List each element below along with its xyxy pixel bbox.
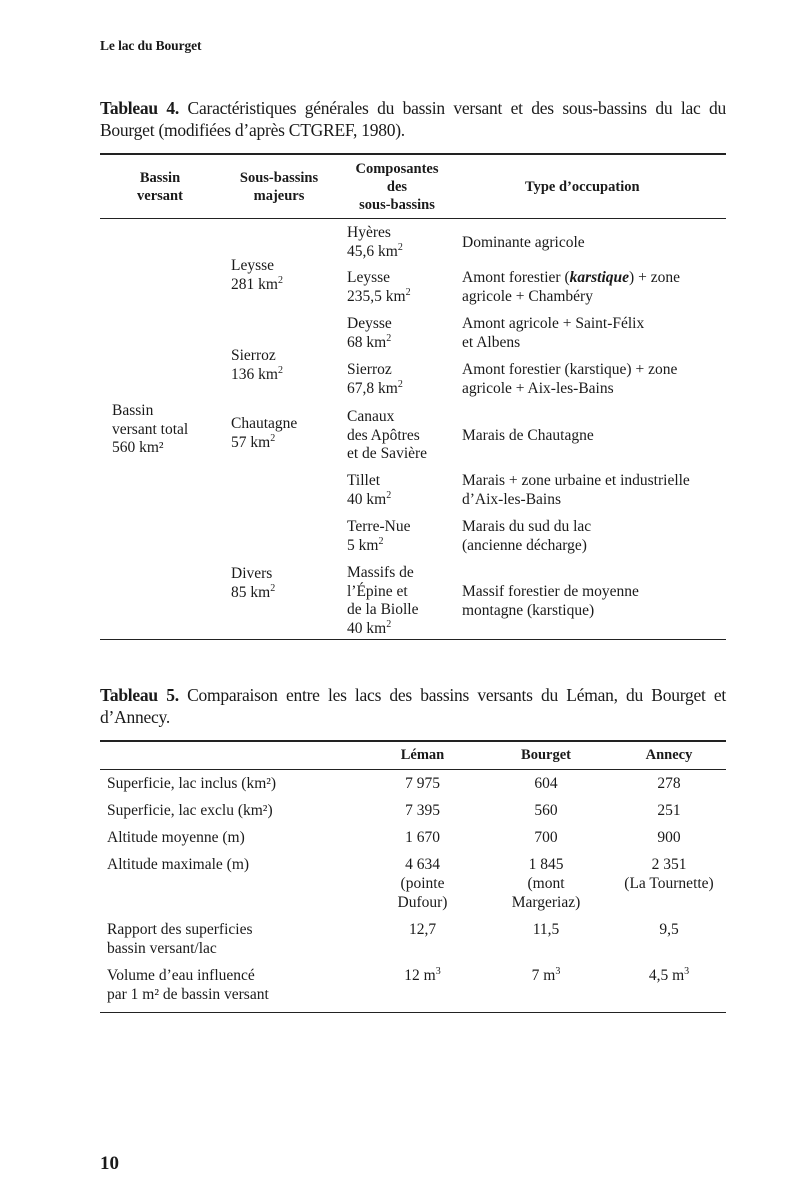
table4-caption-label: Tableau 4.	[100, 98, 180, 118]
bassin-total-cell: Bassin versant total 560 km²	[112, 402, 189, 456]
table-row	[100, 855, 726, 912]
cell-bourget: 7 $m^3$	[531, 965, 561, 984]
row-label: Volume d’eau influencé par 1 m² de bassin versant	[107, 967, 269, 1003]
table4-caption-text: Caractéristiques générales du bassin versant et des sous-bassins du lac du Bourget (modifiées d’après CTGREF, 1980).	[100, 98, 726, 140]
composante-sierroz: Sierroz 67,8 $km^2$	[347, 361, 403, 397]
cell-bourget: 604	[534, 775, 558, 792]
occupation-tillet: Marais + zone urbaine et industrielle d’Aix-les-Bains	[462, 472, 690, 508]
sous-bassin-divers: Divers 85 $km^2$	[231, 565, 276, 601]
occupation-sierroz: Amont forestier (karstique) + zone agricole + Aix-les-Bains	[462, 361, 678, 397]
header-composantes: Composantes des sous-bassins	[355, 160, 439, 213]
cell-annecy: 251	[657, 802, 681, 819]
cell-leman: 1 670	[405, 829, 440, 846]
table5-body	[100, 770, 726, 1012]
composante-tillet: Tillet 40 $km^2$	[347, 472, 392, 508]
row-label: Altitude maximale (m)	[107, 856, 250, 873]
table-row	[100, 801, 726, 820]
row-label: Altitude moyenne (m)	[107, 829, 245, 846]
cell-leman: 7 975	[405, 775, 440, 792]
cell-annecy: 900	[657, 829, 681, 846]
table5-header-row	[100, 742, 726, 770]
cell-leman: 7 395	[405, 802, 440, 819]
row-label: Superficie, lac exclu (km²)	[107, 802, 273, 819]
header-bassin-versant: Bassin versant	[137, 169, 183, 204]
cell-annecy: 4,5 $m^3$	[648, 965, 690, 984]
composante-massifs: Massifs de l’Épine et de la Biolle 40 $km^2$	[347, 564, 419, 637]
header-type-occupation: Type d’occupation	[525, 178, 640, 195]
table4-body	[100, 219, 726, 639]
row-label: Rapport des superficies bassin versant/lac	[107, 921, 253, 957]
occupation-leysse: Amont forestier (karstique) + zone agricole + Chambéry	[462, 269, 680, 305]
composante-hyeres: Hyères 45,6 $km^2$	[347, 224, 403, 260]
sous-bassin-sierroz: Sierroz 136 $km^2$	[231, 347, 283, 383]
table4-header-row	[100, 155, 726, 219]
cell-bourget: 1 845 (mont Margeriaz)	[511, 856, 581, 911]
table4-caption	[100, 97, 726, 141]
composante-terre-nue: Terre-Nue 5 $km^2$	[347, 518, 411, 554]
running-head: Le lac du Bourget	[100, 38, 202, 53]
page-number: 10	[100, 1153, 119, 1174]
occupation-deysse: Amont agricole + Saint-Félix et Albens	[462, 315, 645, 351]
sous-bassin-chautagne: Chautagne 57 $km^2$	[231, 415, 298, 451]
occupation-hyeres: Dominante agricole	[462, 234, 585, 251]
cell-leman: 12,7	[408, 921, 437, 938]
header-leman: Léman	[400, 747, 445, 763]
table5	[100, 740, 726, 1013]
cell-bourget: 700	[534, 829, 558, 846]
table4	[100, 153, 726, 640]
composante-canaux: Canaux des Apôtres et de Savière	[347, 408, 428, 462]
cell-annecy: 9,5	[659, 921, 679, 938]
composante-deysse: Deysse 68 $km^2$	[347, 315, 392, 351]
header-bourget: Bourget	[521, 747, 571, 763]
table-row	[100, 966, 726, 1004]
composante-leysse: Leysse 235,5 $km^2$	[347, 269, 411, 305]
row-label: Superficie, lac inclus (km²)	[107, 775, 277, 792]
table-row	[100, 920, 726, 958]
cell-annecy: 2 351 (La Tournette)	[624, 856, 714, 892]
table5-caption	[100, 684, 726, 728]
occupation-terre-nue: Marais du sud du lac (ancienne décharge)	[462, 518, 592, 554]
occupation-canaux: Marais de Chautagne	[462, 427, 594, 444]
cell-leman: 4 634 (pointe Dufour)	[397, 856, 448, 911]
cell-annecy: 278	[657, 775, 681, 792]
table-row	[100, 828, 726, 847]
table5-caption-label: Tableau 5.	[100, 685, 179, 705]
cell-bourget: 560	[534, 802, 558, 819]
table5-caption-text: Comparaison entre les lacs des bassins versants du Léman, du Bourget et d’Annecy.	[100, 685, 727, 727]
sous-bassin-leysse: Leysse 281 $km^2$	[231, 257, 283, 293]
table-row	[100, 774, 726, 793]
header-annecy: Annecy	[645, 747, 693, 763]
cell-leman: 12 $m^3$	[404, 965, 441, 984]
header-sous-bassins: Sous-bassins majeurs	[239, 169, 319, 204]
occupation-massifs: Massif forestier de moyenne montagne (karstique)	[462, 583, 639, 619]
cell-bourget: 11,5	[532, 921, 560, 938]
